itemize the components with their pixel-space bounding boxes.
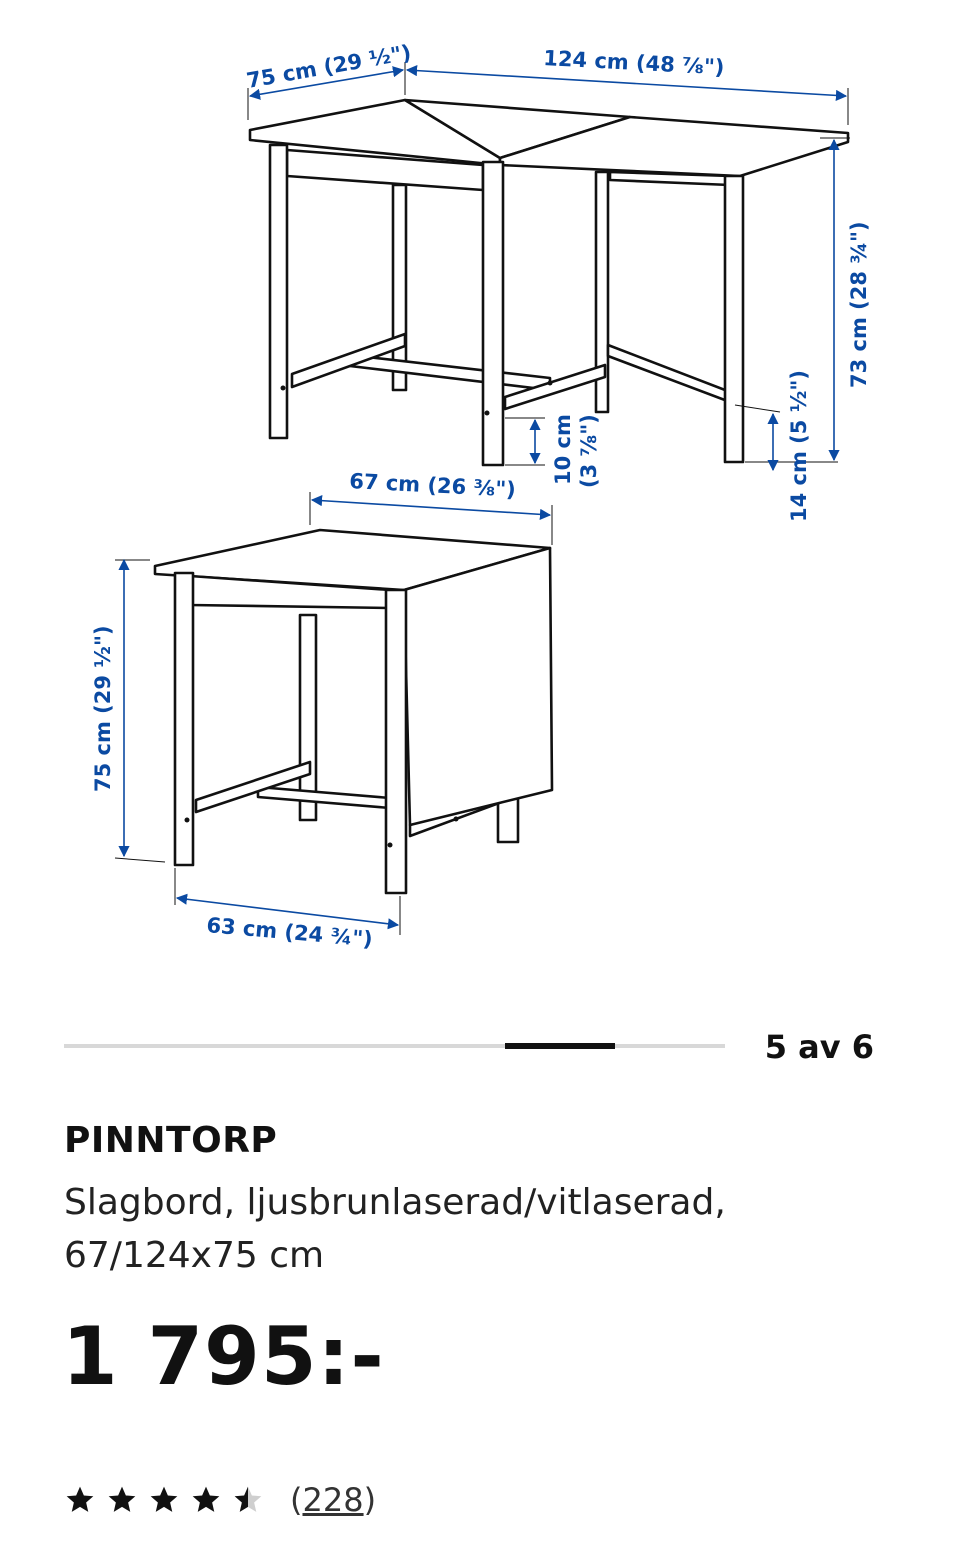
product-description-line2: 67/124x75 cm [64, 1235, 325, 1276]
star-full-icon [190, 1484, 222, 1516]
carousel-track[interactable] [64, 1044, 725, 1048]
product-name: PINNTORP [64, 1120, 278, 1161]
image-counter: 5 av 6 [764, 1028, 874, 1066]
star-full-icon [106, 1484, 138, 1516]
dim-folded-depth: 63 cm (24 ¾") [205, 913, 374, 952]
dim-gap-10-inch: (3 ⅞") [577, 414, 601, 488]
dim-gap-14: 14 cm (5 ½") [787, 370, 811, 522]
product-description [64, 1176, 884, 1282]
carousel-position-thumb[interactable] [505, 1043, 615, 1049]
dim-height-extended: 73 cm (28 ¾") [847, 221, 871, 388]
extended-table-drawing [250, 100, 848, 465]
star-full-icon [64, 1484, 96, 1516]
folded-table-drawing [155, 530, 552, 893]
star-full-icon [148, 1484, 180, 1516]
star-half-icon [232, 1484, 264, 1516]
product-price: 1 795:- [62, 1310, 385, 1403]
review-count-open: ( [290, 1481, 303, 1519]
review-count-link[interactable] [290, 1481, 376, 1519]
dim-gap-10: 10 cm [551, 414, 575, 485]
dim-folded-width: 67 cm (26 ⅜") [348, 469, 517, 502]
rating-stars [64, 1484, 264, 1516]
product-description-line1: Slagbord, ljusbrunlaserad/vitlaserad, [64, 1182, 726, 1223]
image-carousel-indicator[interactable] [64, 1020, 894, 1076]
dim-top-width: 124 cm (48 ⅞") [542, 46, 725, 80]
dim-top-depth: 75 cm (29 ½") [244, 40, 413, 93]
product-rating[interactable] [64, 1478, 376, 1522]
review-count-close: ) [363, 1481, 377, 1519]
review-count[interactable]: 228 [302, 1481, 364, 1519]
dim-folded-height: 75 cm (29 ½") [91, 625, 115, 792]
